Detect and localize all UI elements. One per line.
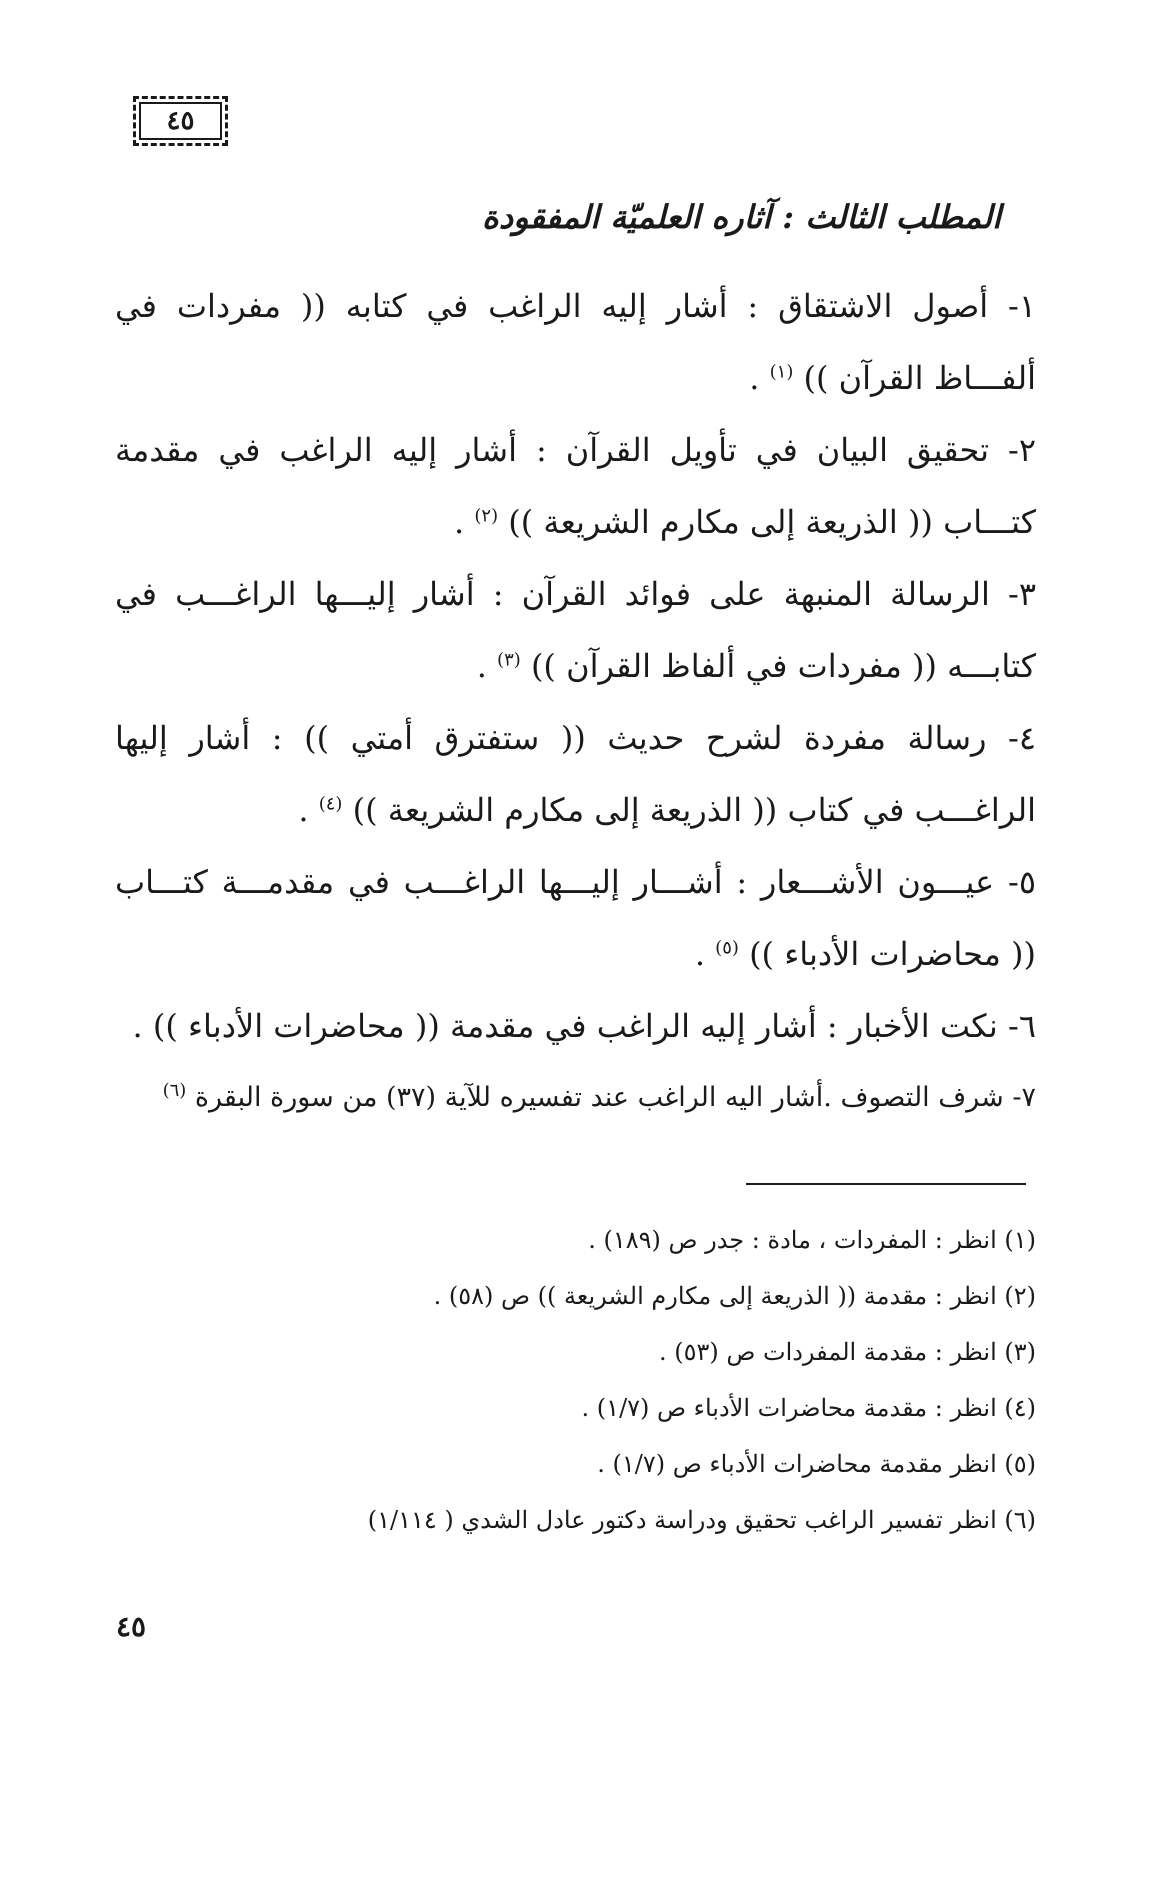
list-item-text: ١- أصول الاشتقاق : أشار إليه الراغب في كتابه (( مفردات في ألفـــاظ القرآن )) (115, 287, 1037, 397)
list-item-text: ٦- نكت الأخبار : أشار إليه الراغب في مقدمة (( محاضرات الأدباء )) . (132, 1007, 1036, 1045)
footnote-ref: (٦) (162, 1080, 187, 1101)
list-item-text: ٧- شرف التصوف .أشار اليه الراغب عند تفسيره للآية (٣٧) من سورة البقرة (194, 1082, 1036, 1113)
list-item-tail: . (749, 359, 770, 397)
footnote: (٣) انظر : مقدمة المفردات ص (٥٣) . (658, 1338, 1036, 1366)
list-item (115, 414, 1036, 558)
list-item (115, 702, 1036, 846)
footnote-ref: (٢) (474, 505, 499, 527)
footnote: (٢) انظر : مقدمة (( الذريعة إلى مكارم الشريعة )) ص (٥٨) . (433, 1282, 1036, 1310)
footnote: (٦) انظر تفسير الراغب تحقيق ودراسة دكتور عادل الشدي ( ١/١١٤) (367, 1506, 1036, 1534)
footnotes (115, 1212, 1036, 1548)
list-item-text: ٢- تحقيق البيان في تأويل القرآن : أشار إليه الراغب في مقدمة كتـــاب (( الذريعة إلى مكارم الشريعة )) (115, 431, 1036, 541)
page-number: ٤٥ (116, 1610, 147, 1643)
footnote-ref: (١) (769, 361, 794, 383)
list-item-text: ٣- الرسالة المنبهة على فوائد القرآن : أشار إليـــها الراغـــب في كتابـــه (( مفردات في ألفاظ القرآن )) (115, 575, 1036, 685)
footnote: (٥) انظر مقدمة محاضرات الأدباء ص (١/٧) . (597, 1450, 1036, 1478)
footnote: (٤) انظر : مقدمة محاضرات الأدباء ص (١/٧) . (581, 1394, 1036, 1422)
list-item-text: ٥- عيـــون الأشـــعار : أشـــار إليـــها الراغـــب في مقدمـــة كتـــاب (( محاضرات الأدباء )) (115, 863, 1036, 973)
list-item-tail: . (694, 935, 716, 973)
list-item (115, 270, 1036, 414)
footnote-ref: (٤) (318, 793, 343, 815)
list-item (115, 990, 1036, 1062)
list-item (115, 1062, 1036, 1134)
list-item-tail: . (454, 503, 475, 541)
footnote-ref: (٥) (715, 937, 739, 959)
list-item (115, 846, 1036, 990)
page-number-box (133, 96, 228, 146)
works-list (115, 270, 1036, 1134)
footnote-ref: (٣) (497, 649, 521, 671)
footnote-divider (746, 1183, 1026, 1185)
section-title: المطلب الثالث : آثاره العلميّة المفقودة (482, 198, 1001, 236)
list-item-text: ٤- رسالة مفردة لشرح حديث (( ستفترق أمتي )) : أشار إليها الراغـــب في كتاب (( الذريعة إلى مكارم الشريعة )) (115, 719, 1036, 829)
page-number-box-text: ٤٥ (166, 106, 195, 136)
list-item (115, 558, 1036, 702)
footnote: (١) انظر : المفردات ، مادة : جدر ص (١٨٩) . (588, 1226, 1036, 1254)
list-item-tail: . (476, 647, 498, 685)
list-item-tail: . (298, 791, 319, 829)
